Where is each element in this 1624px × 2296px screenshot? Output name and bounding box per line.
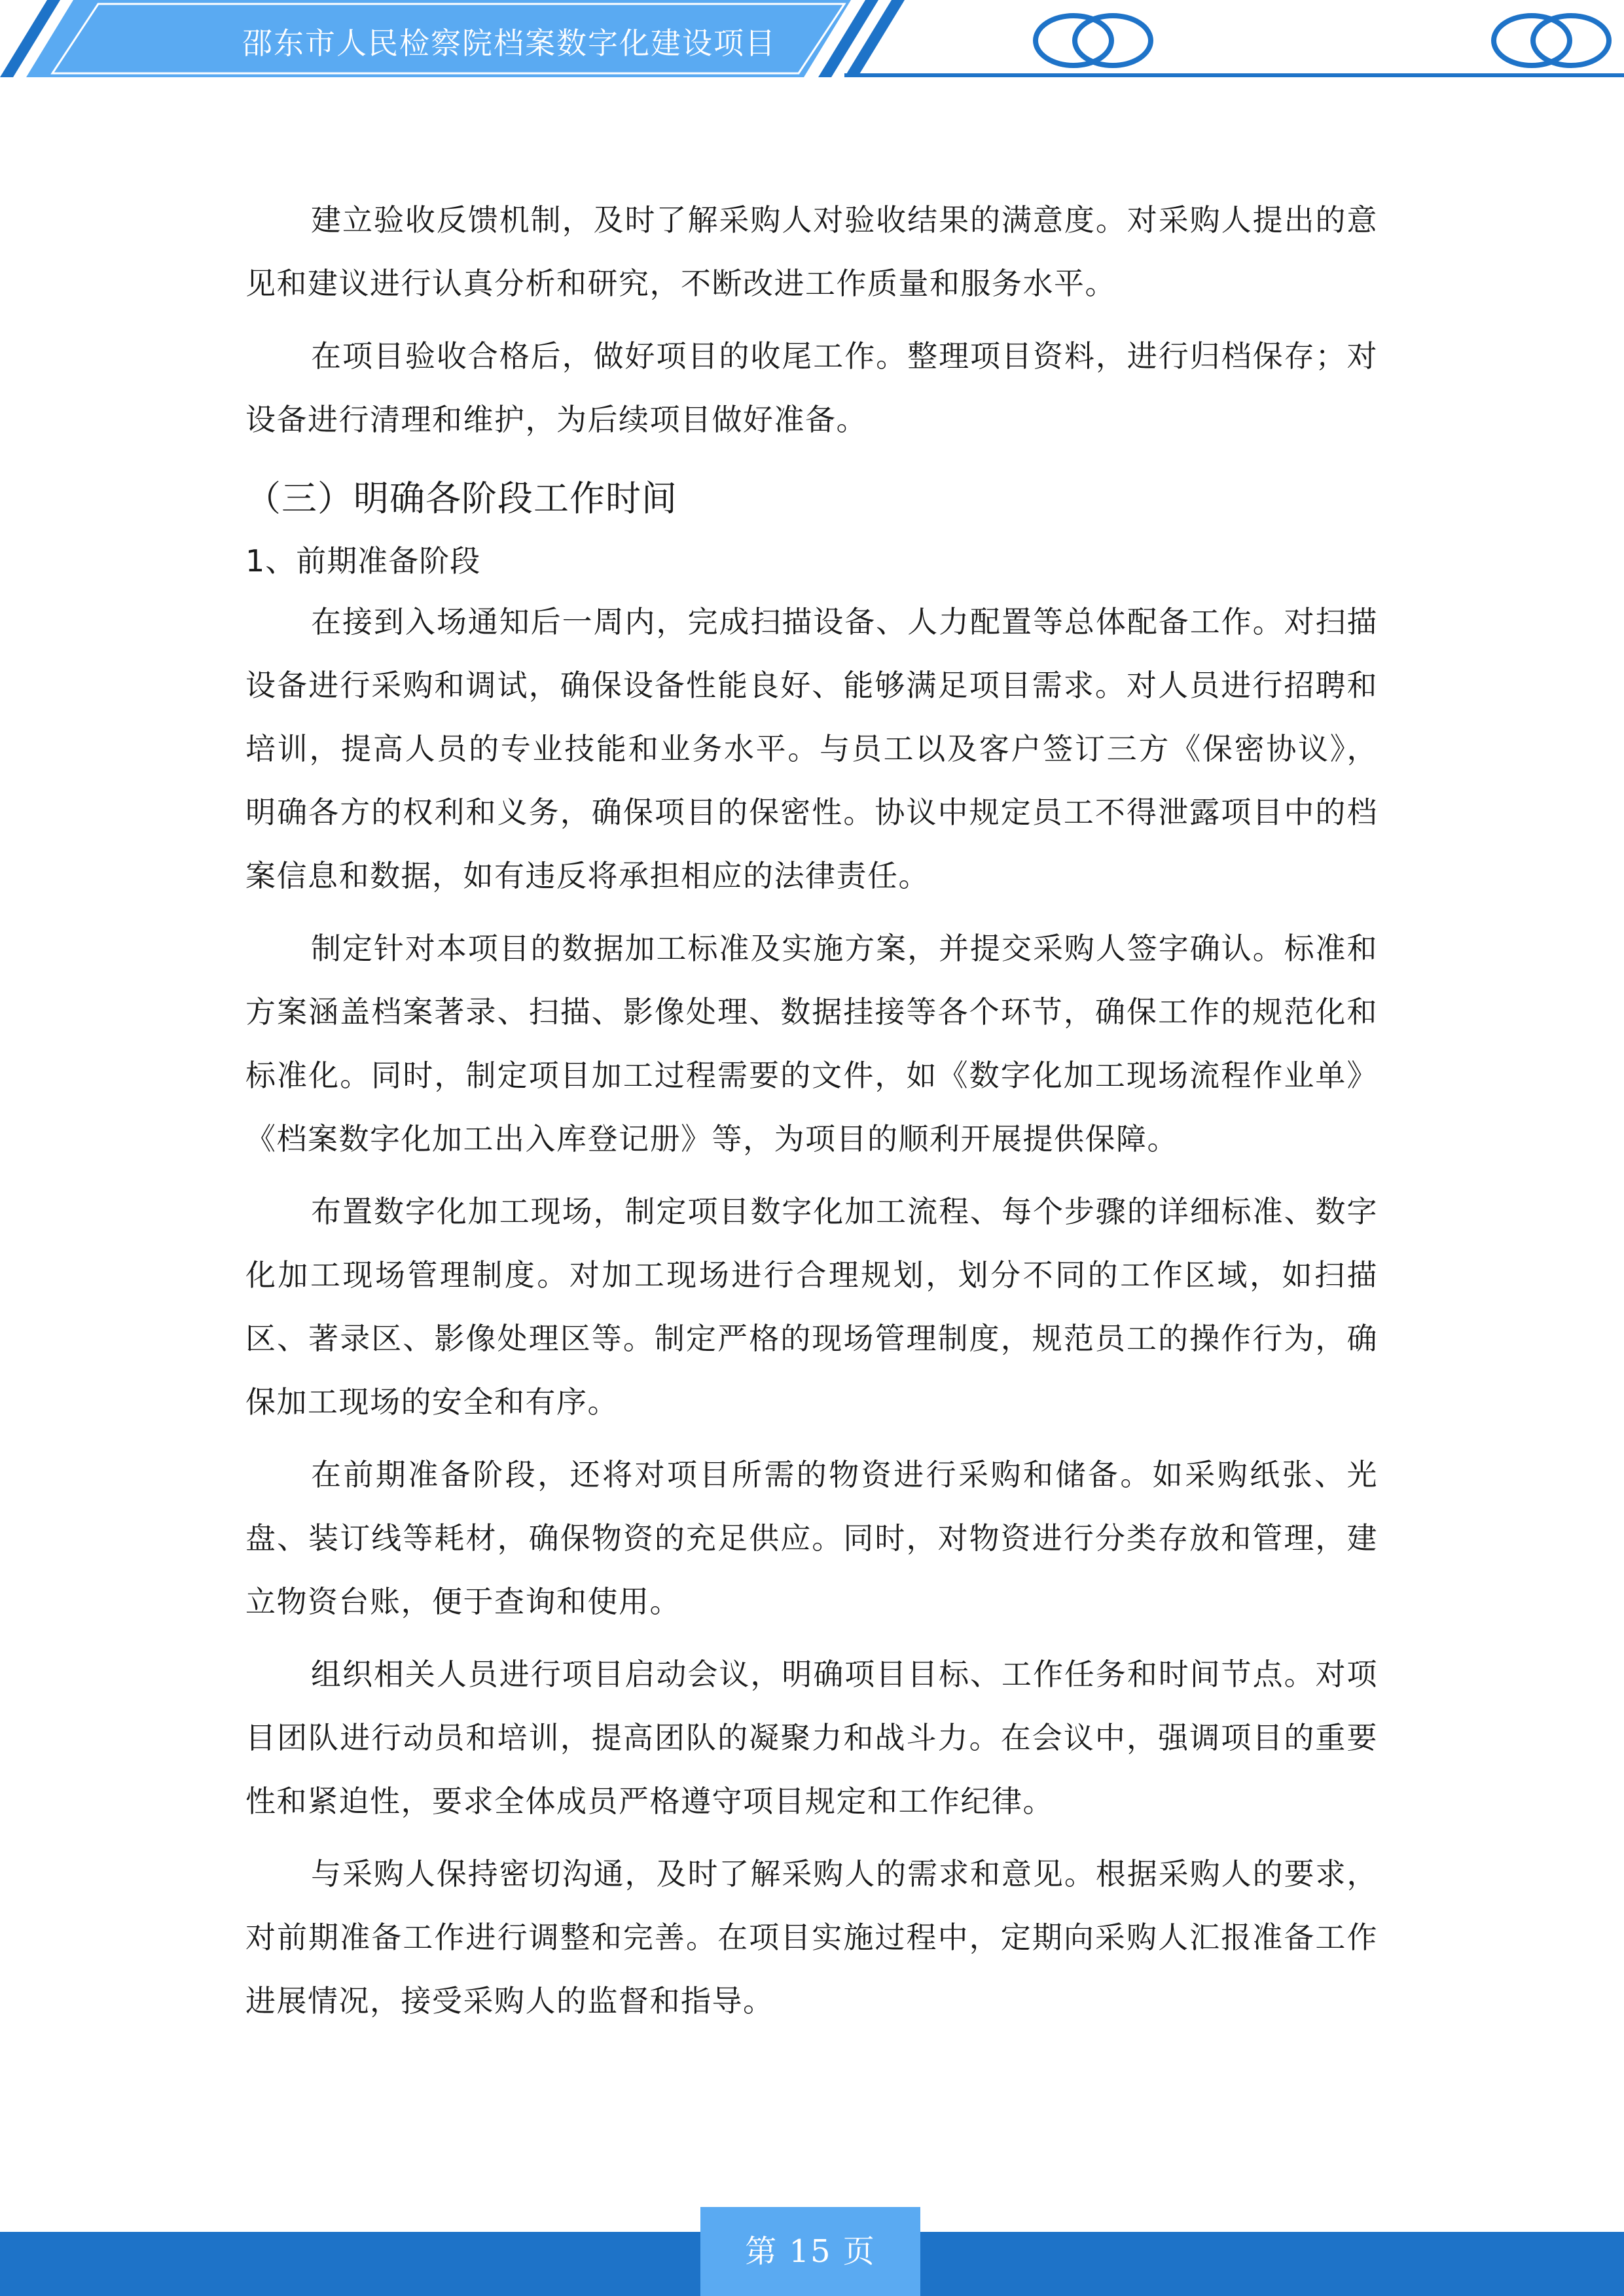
paragraph: 与采购人保持密切沟通，及时了解采购人的需求和意见。根据采购人的要求，对前期准备工作进行调整和完善。在项目实施过程中，定期向采购人汇报准备工作进展情况，接受采购人的监督和指导。 <box>245 1856 1378 2018</box>
paragraph: 在项目验收合格后，做好项目的收尾工作。整理项目资料，进行归档保存；对设备进行清理和维护，为后续项目做好准备。 <box>245 338 1378 437</box>
section-heading: （三）明确各阶段工作时间 <box>245 478 677 519</box>
document-body <box>245 188 1378 2042</box>
paragraph: 在接到入场通知后一周内，完成扫描设备、人力配置等总体配备工作。对扫描设备进行采购和调试，确保设备性能良好、能够满足项目需求。对人员进行招聘和培训，提高人员的专业技能和业务水平。与员工以及客户签订三方《保密协议》，明确各方的权利和义务，确保项目的保密性。协议中规定员工不得泄露项目中的档案信息和数据，如有违反将承担相应的法律责任。 <box>245 604 1378 893</box>
paragraph: 组织相关人员进行项目启动会议，明确项目目标、工作任务和时间节点。对项目团队进行动员和培训，提高团队的凝聚力和战斗力。在会议中，强调项目的重要性和紧迫性，要求全体成员严格遵守项目规定和工作纪律。 <box>245 1657 1378 1819</box>
paragraph: 在前期准备阶段，还将对项目所需的物资进行采购和储备。如采购纸张、光盘、装订线等耗材，确保物资的充足供应。同时，对物资进行分类存放和管理，建立物资台账，便于查询和使用。 <box>245 1457 1378 1619</box>
sub-heading: 1、前期准备阶段 <box>245 543 481 579</box>
page-number: 第 15 页 <box>745 2233 876 2270</box>
double-ring-logo-icon <box>1494 16 1609 65</box>
paragraph: 制定针对本项目的数据加工标准及实施方案，并提交采购人签字确认。标准和方案涵盖档案著录、扫描、影像处理、数据挂接等各个环节，确保工作的规范化和标准化。同时，制定项目加工过程需要的文件，如《数字化加工现场流程作业单》《档案数字化加工出入库登记册》等，为项目的顺利开展提供保障。 <box>245 931 1378 1157</box>
header-title: 邵东市人民检察院档案数字化建设项目 <box>242 26 776 61</box>
paragraph: 布置数字化加工现场，制定项目数字化加工流程、每个步骤的详细标准、数字化加工现场管理制度。对加工现场进行合理规划，划分不同的工作区域，如扫描区、著录区、影像处理区等。制定严格的现场管理制度，规范员工的操作行为，确保加工现场的安全和有序。 <box>245 1194 1378 1420</box>
header-rule-line <box>844 73 1624 77</box>
paragraph: 建立验收反馈机制，及时了解采购人对验收结果的满意度。对采购人提出的意见和建议进行认真分析和研究，不断改进工作质量和服务水平。 <box>245 202 1378 301</box>
page-header <box>0 0 1624 85</box>
double-ring-logo-icon <box>1036 16 1151 65</box>
